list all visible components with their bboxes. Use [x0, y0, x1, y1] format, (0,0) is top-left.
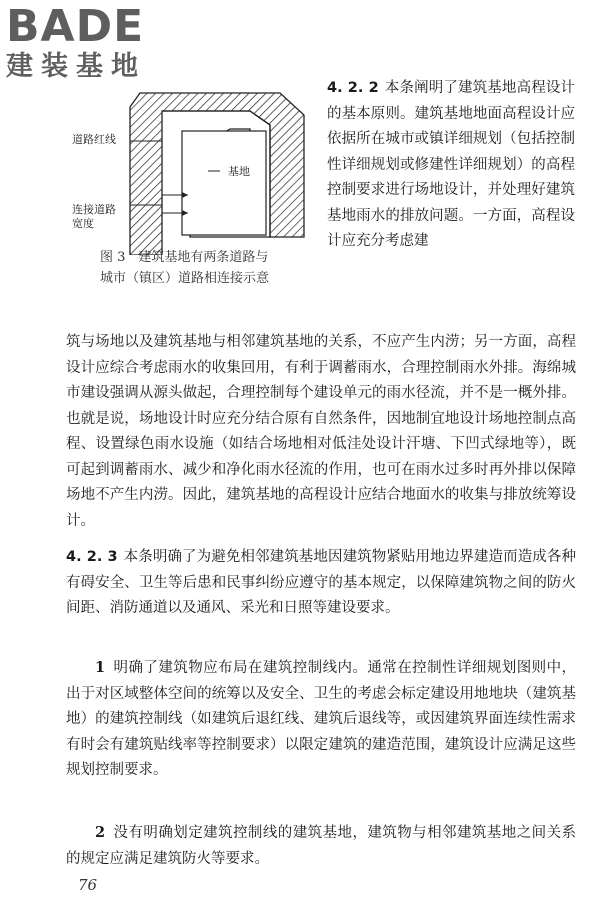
page-number: 76 — [78, 876, 98, 894]
section-422-text-right: 本条阐明了建筑基地高程设计的基本原则。建筑基地地面高程设计应依据所在城市或镇详细规划（包括控制性详细规划或修建性详细规划）的高程控制要求进行场地设计，并处理好建筑基地雨水的排放问题。一方面，高程设计应充分考虑建 — [327, 80, 575, 249]
figure-caption — [100, 247, 320, 289]
item-2-text: 没有明确划定建筑控制线的建筑基地，建筑物与相邻建筑基地之间关系的规定应满足建筑防火等要求。 — [66, 825, 576, 867]
item-1-number: 1 — [95, 659, 106, 676]
logo-subtitle: 建装基地 — [6, 51, 146, 82]
label-road-width-1: 连接道路 — [72, 203, 116, 216]
site-road-diagram — [70, 85, 310, 255]
section-number-423: 4. 2. 3 — [66, 549, 118, 565]
section-423-item-1 — [66, 655, 576, 784]
publisher-logo — [6, 1, 176, 82]
label-road-red-line: 道路红线 — [72, 133, 116, 146]
item-1-text: 明确了建筑物应布局在建筑控制线内。通常在控制性详细规划图则中，出于对区域整体空间的统筹以及安全、卫生的考虑会标定建设用地地块（建筑基地）的建筑控制线（如建筑后退红线、建筑后退线等，或因建筑界面连续性需求有时会有建筑贴线率等控制要求）以限定建筑的建造范围，建筑设计应满足这些规划控制要求。 — [66, 660, 576, 778]
logo-brand: BADE — [6, 1, 145, 52]
section-423-text: 本条明确了为避免相邻建筑基地因建筑物紧贴用地边界建造而造成各种有碍安全、卫生等后患和民事纠纷应遵守的基本规定，以保障建筑物之间的防火间距、消防通道以及通风、采光和日照等建设要求。 — [66, 549, 576, 616]
label-site: 基地 — [228, 165, 250, 178]
section-422-continued — [66, 330, 576, 534]
section-422-text-full: 筑与场地以及建筑基地与相邻建筑基地的关系，不应产生内涝；另一方面，高程设计应综合考虑雨水的收集回用，有利于调蓄雨水，合理控制雨水外排。海绵城市建设强调从源头做起，合理控制每个建设单元的雨水径流，并不是一概外排。也就是说，场地设计时应充分结合原有自然条件，因地制宜地设计场地控制点高程、设置绿色雨水设施（如结合场地相对低洼处设计汗塘、下凹式绿地等），既可起到调蓄雨水、减少和净化雨水径流的作用，也可在雨水过多时再外排以保障场地不产生内涝。因此，建筑基地的高程设计应结合地面水的收集与排放统筹设计。 — [66, 334, 576, 529]
section-number-422: 4. 2. 2 — [327, 80, 379, 96]
caption-line-2: 城市（镇区）道路相连接示意 — [100, 271, 270, 286]
section-423-item-2 — [66, 820, 576, 872]
section-422-intro — [327, 76, 575, 255]
label-road-width-2: 宽度 — [72, 217, 94, 230]
section-423 — [66, 545, 576, 622]
site-area — [182, 131, 266, 235]
caption-line-1: 图 3 建筑基地有两条道路与 — [100, 250, 269, 265]
item-2-number: 2 — [95, 824, 106, 841]
